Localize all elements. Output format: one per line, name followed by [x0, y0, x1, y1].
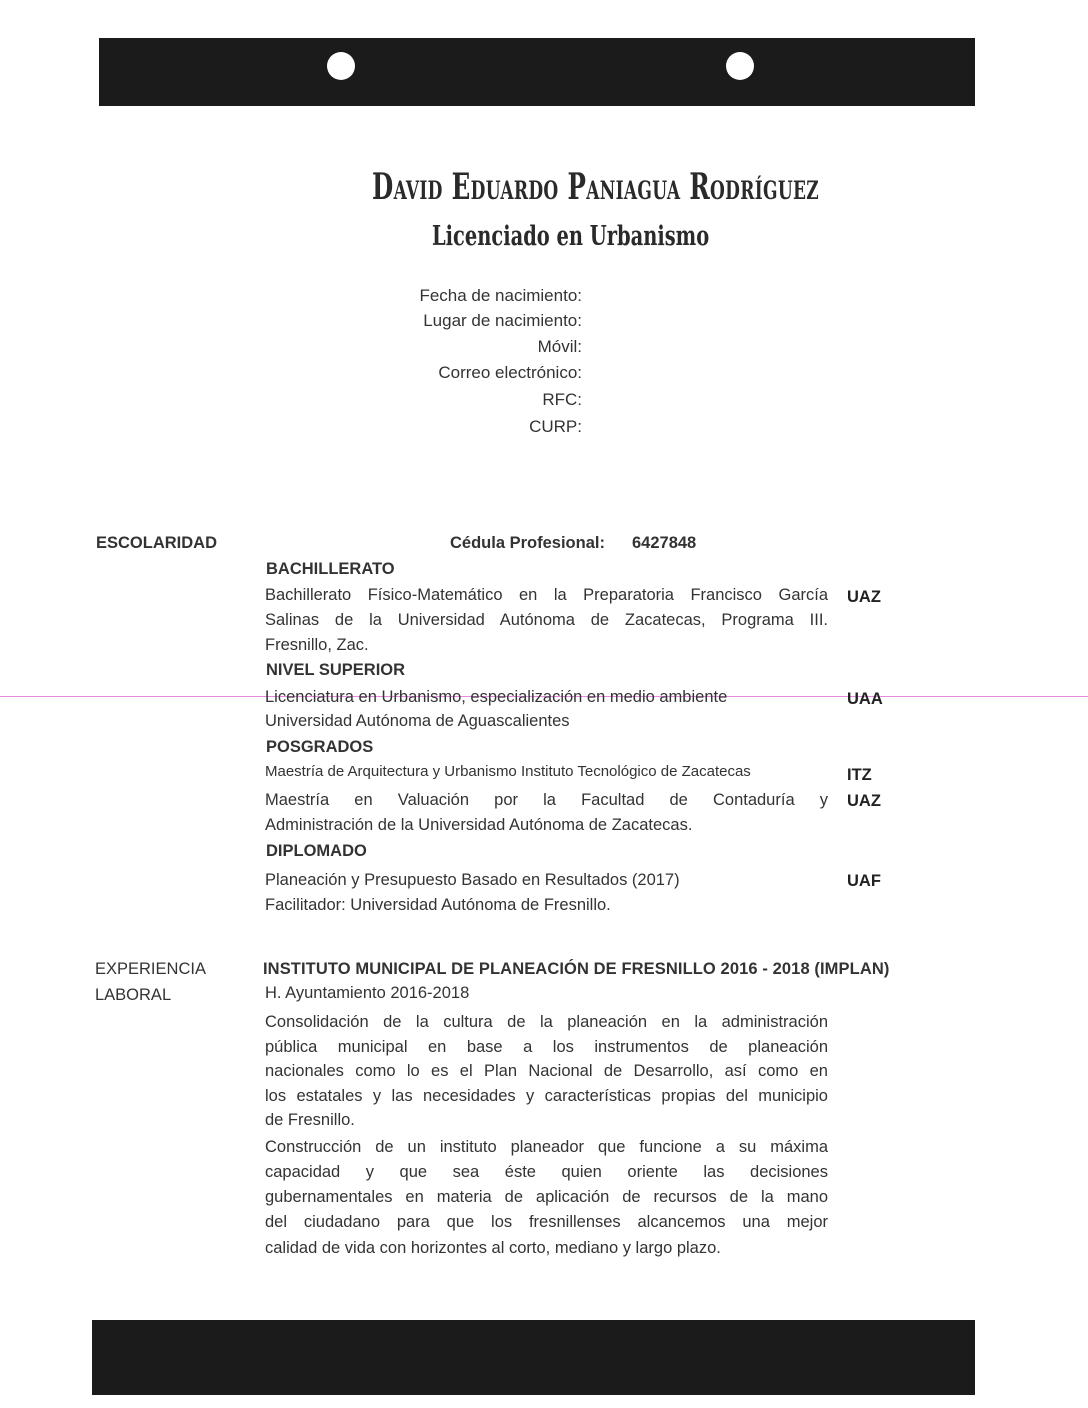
job-subheading: H. Ayuntamiento 2016-2018: [265, 984, 470, 1002]
entry-line: Planeación y Presupuesto Basado en Resultados (2017): [265, 871, 680, 889]
punch-hole-right: [726, 52, 754, 80]
heading-bachillerato: BACHILLERATO: [266, 560, 395, 578]
cedula-value: 6427848: [632, 534, 697, 552]
heading-diplomado: DIPLOMADO: [266, 842, 367, 860]
entry-line: Maestría de Arquitectura y Urbanismo Instituto Tecnológico de Zacatecas: [265, 763, 751, 780]
paragraph-line: calidad de vida con horizontes al corto, mediano y largo plazo.: [265, 1239, 721, 1257]
top-redaction-bar: [99, 38, 975, 106]
paragraph-line: Consolidación de la cultura de la planeación en la administración: [265, 1013, 828, 1031]
paragraph-line: capacidad y que sea éste quien oriente las decisiones: [265, 1163, 828, 1181]
heading-posgrados: POSGRADOS: [266, 738, 374, 756]
institution-code: UAF: [847, 872, 881, 890]
person-name: David Eduardo Paniagua Rodríguez: [372, 166, 820, 208]
entry-line: Fresnillo, Zac.: [265, 636, 369, 654]
institution-code: ITZ: [847, 766, 872, 784]
institution-code: UAA: [847, 690, 883, 708]
entry-line: Licenciatura en Urbanismo, especialización en medio ambiente: [265, 688, 728, 706]
institution-code: UAZ: [847, 588, 881, 606]
education-section-label: ESCOLARIDAD: [96, 534, 218, 552]
paragraph-line: los estatales y las necesidades y características propias del municipio: [265, 1087, 828, 1105]
paragraph-line: de Fresnillo.: [265, 1111, 355, 1129]
entry-line: Salinas de la Universidad Autónoma de Zacatecas, Programa III.: [265, 611, 828, 629]
field-email: Correo electrónico:: [438, 363, 582, 382]
punch-hole-left: [327, 52, 355, 80]
entry-line: Universidad Autónoma de Aguascalientes: [265, 712, 570, 730]
experience-section-label-2: LABORAL: [95, 986, 172, 1004]
field-curp: CURP:: [529, 417, 582, 436]
paragraph-line: nacionales como lo es el Plan Nacional de Desarrollo, así como en: [265, 1062, 828, 1080]
entry-line: Maestría en Valuación por la Facultad de Contaduría y: [265, 791, 828, 809]
field-mobile: Móvil:: [537, 337, 582, 356]
institution-code: UAZ: [847, 792, 881, 810]
entry-line: Facilitador: Universidad Autónoma de Fresnillo.: [265, 896, 611, 914]
entry-line: Administración de la Universidad Autónoma de Zacatecas.: [265, 816, 693, 834]
field-birth-place: Lugar de nacimiento:: [423, 311, 582, 330]
bottom-redaction-bar: [92, 1320, 975, 1395]
field-birth-date: Fecha de nacimiento:: [419, 286, 582, 305]
entry-line: Bachillerato Físico-Matemático en la Preparatoria Francisco García: [265, 586, 828, 604]
paragraph-line: Construcción de un instituto planeador que funcione a su máxima: [265, 1138, 828, 1156]
paragraph-line: del ciudadano para que los fresnillenses alcancemos una mejor: [265, 1213, 828, 1231]
paragraph-line: gubernamentales en materia de aplicación de recursos de la mano: [265, 1188, 828, 1206]
heading-nivel-superior: NIVEL SUPERIOR: [266, 661, 406, 679]
job-heading: INSTITUTO MUNICIPAL DE PLANEACIÓN DE FRESNILLO 2016 - 2018 (IMPLAN): [263, 960, 890, 978]
field-rfc: RFC:: [542, 390, 582, 409]
professional-title: Licenciado en Urbanismo: [432, 221, 710, 252]
cedula-label: Cédula Profesional:: [450, 534, 605, 552]
paragraph-line: pública municipal en base a los instrumentos de planeación: [265, 1038, 828, 1056]
experience-section-label: EXPERIENCIA: [95, 960, 206, 978]
